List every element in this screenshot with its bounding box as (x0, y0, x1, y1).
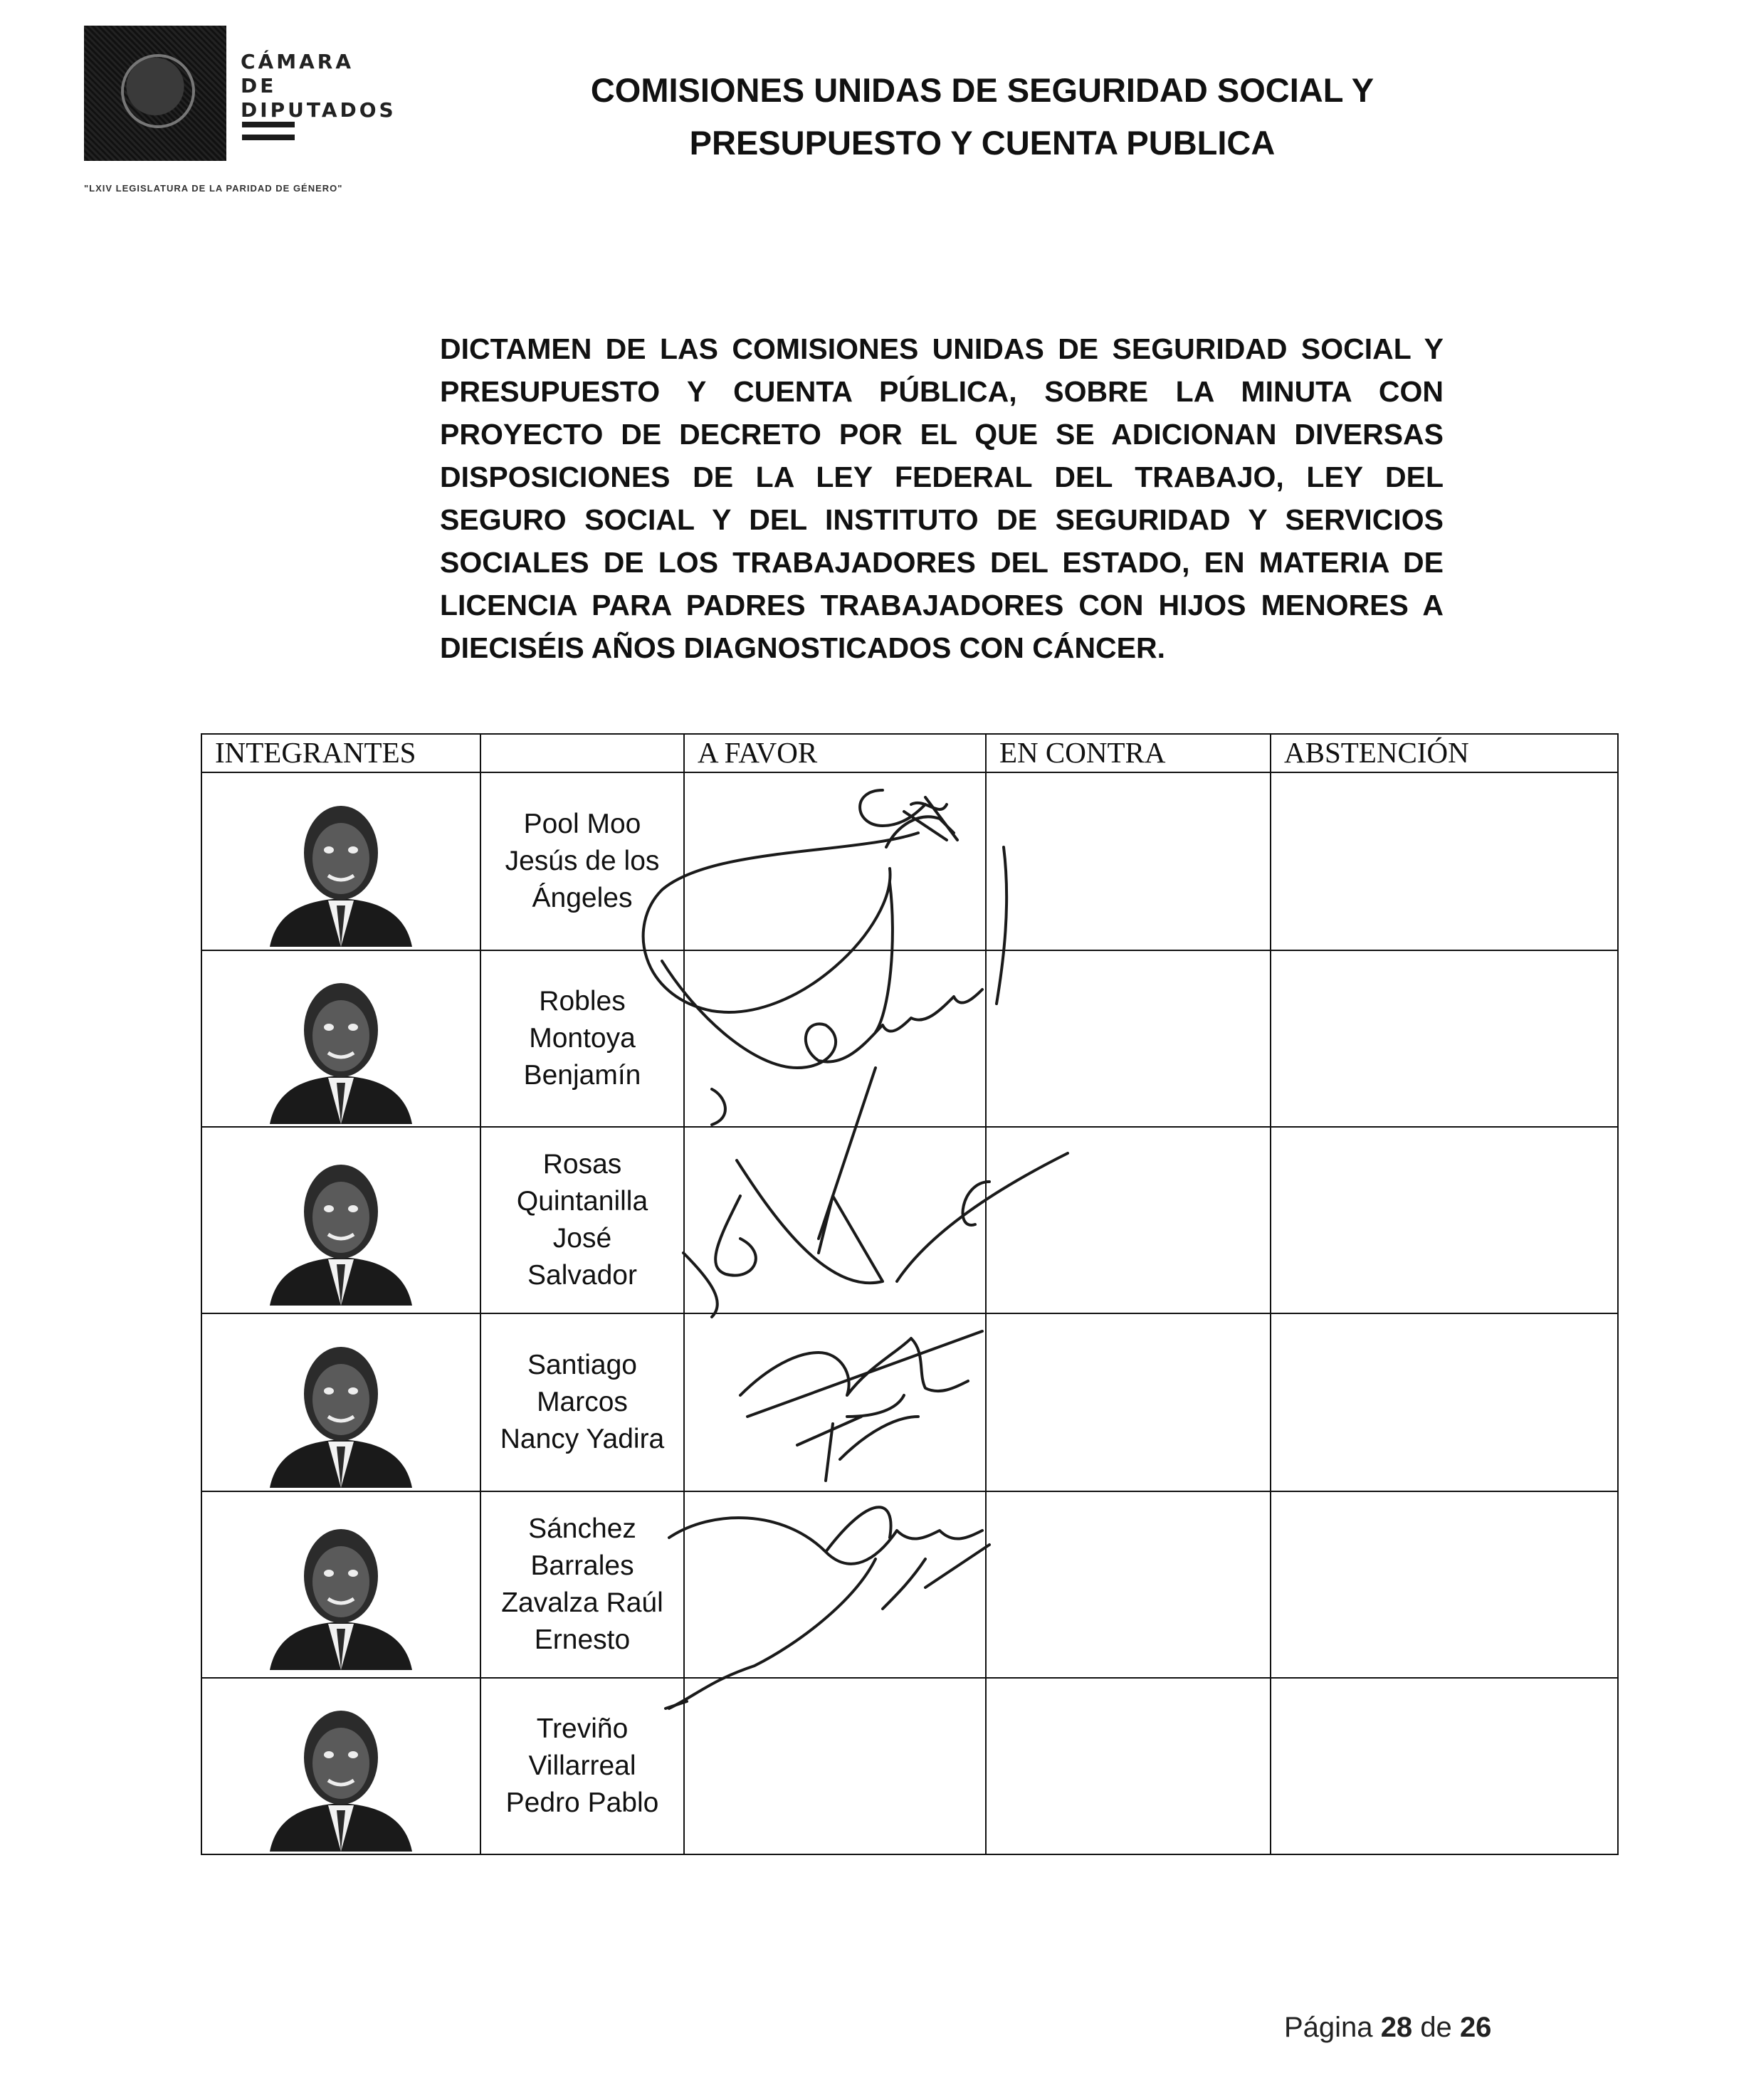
table-row (201, 1313, 1618, 1491)
table-row (201, 1491, 1618, 1678)
member-photo-cell (201, 772, 480, 950)
member-name-line: Robles (539, 986, 626, 1017)
member-photo-cell (201, 950, 480, 1127)
table-row (201, 1678, 1618, 1854)
member-name (480, 1678, 684, 1854)
member-portrait-icon (263, 776, 419, 947)
table-row (201, 1127, 1618, 1313)
member-portrait-icon (263, 953, 419, 1124)
member-name-line: Marcos (537, 1387, 628, 1417)
member-name-line: Santiago (527, 1350, 637, 1380)
member-name-line: Pedro Pablo (505, 1787, 659, 1818)
member-name-line: Ernesto (534, 1624, 631, 1655)
vote-en-contra-cell (986, 1127, 1271, 1313)
member-name-line: Pool Moo (523, 809, 641, 839)
vote-a-favor-cell (684, 1313, 986, 1491)
vote-abstencion-cell (1271, 1678, 1618, 1854)
vote-a-favor-cell (684, 1678, 986, 1854)
chamber-name: CÁMARA DE DIPUTADOS (241, 50, 396, 122)
member-name-line: Jesús de los (505, 846, 660, 876)
member-name-line: Benjamín (523, 1060, 641, 1091)
member-photo-cell (201, 1491, 480, 1678)
vote-a-favor-cell (684, 772, 986, 950)
page-number: Página 28 de 26 (1284, 2012, 1492, 2043)
chamber-emblem-icon (84, 26, 226, 161)
vote-en-contra-cell (986, 1313, 1271, 1491)
member-name-line: Zavalza Raúl (501, 1587, 663, 1618)
member-portrait-icon (263, 1135, 419, 1306)
member-photo-cell (201, 1678, 480, 1854)
member-name (480, 1313, 684, 1491)
vote-a-favor-cell (684, 1491, 986, 1678)
member-portrait-icon (263, 1681, 419, 1852)
vote-abstencion-cell (1271, 950, 1618, 1127)
member-name-line: Quintanilla (516, 1186, 648, 1217)
vote-abstencion-cell (1271, 772, 1618, 950)
commission-title: COMISIONES UNIDAS DE SEGURIDAD SOCIAL Y PRESUPUESTO Y CUENTA PUBLICA (590, 71, 1374, 162)
header-name (480, 734, 684, 772)
vote-abstencion-cell (1271, 1313, 1618, 1491)
member-name-line: José (552, 1223, 612, 1254)
header-integrantes: INTEGRANTES (201, 734, 480, 772)
member-name-line: Ángeles (532, 883, 633, 913)
member-portrait-icon (263, 1317, 419, 1488)
member-name (480, 1491, 684, 1678)
member-name (480, 772, 684, 950)
member-name (480, 950, 684, 1127)
member-name-line: Barrales (530, 1550, 634, 1581)
table-row (201, 772, 1618, 950)
member-name-line: Sánchez (528, 1513, 636, 1544)
legislature-motto: "LXIV LEGISLATURA DE LA PARIDAD DE GÉNERO" (84, 183, 343, 194)
member-name (480, 1127, 684, 1313)
member-name-line: Montoya (529, 1023, 636, 1054)
header-abstencion: ABSTENCIÓN (1271, 734, 1618, 772)
table-header-row (201, 734, 1618, 772)
vote-abstencion-cell (1271, 1127, 1618, 1313)
member-portrait-icon (263, 1499, 419, 1670)
member-name-line: Villarreal (528, 1750, 636, 1781)
member-name-line: Treviño (536, 1713, 629, 1744)
logo-bars (242, 118, 390, 144)
member-photo-cell (201, 1313, 480, 1491)
member-name-line: Salvador (527, 1260, 637, 1291)
vote-abstencion-cell (1271, 1491, 1618, 1678)
vote-en-contra-cell (986, 1491, 1271, 1678)
member-photo-cell (201, 1127, 480, 1313)
header-en-contra: EN CONTRA (986, 734, 1271, 772)
vote-a-favor-cell (684, 950, 986, 1127)
vote-en-contra-cell (986, 1678, 1271, 1854)
member-name-line: Rosas (542, 1149, 622, 1180)
member-name-line: Nancy Yadira (500, 1424, 665, 1454)
vote-a-favor-cell (684, 1127, 986, 1313)
vote-en-contra-cell (986, 950, 1271, 1127)
table-row (201, 950, 1618, 1127)
vote-en-contra-cell (986, 772, 1271, 950)
chamber-logo (84, 26, 396, 161)
dictamen-paragraph: DICTAMEN DE LAS COMISIONES UNIDAS DE SEGURIDAD SOCIAL Y PRESUPUESTO Y CUENTA PÚBLICA, SOBRE LA MINUTA CON PROYECTO DE DECRETO POR EL QUE SE ADICIONAN DIVERSAS DISPOSICIONES DE LA LEY FEDERAL DEL TRABAJO, LEY DEL SEGURO SOCIAL Y DEL INSTITUTO DE SEGURIDAD Y SERVICIOS SOCIALES DE LOS TRABAJADORES DEL ESTADO, EN MATERIA DE LICENCIA PARA PADRES TRABAJADORES CON HIJOS MENORES A DIECISÉIS AÑOS DIAGNOSTICADOS CON CÁNCER. (440, 332, 1444, 664)
votes-table (201, 733, 1619, 1855)
header-a-favor: A FAVOR (684, 734, 986, 772)
